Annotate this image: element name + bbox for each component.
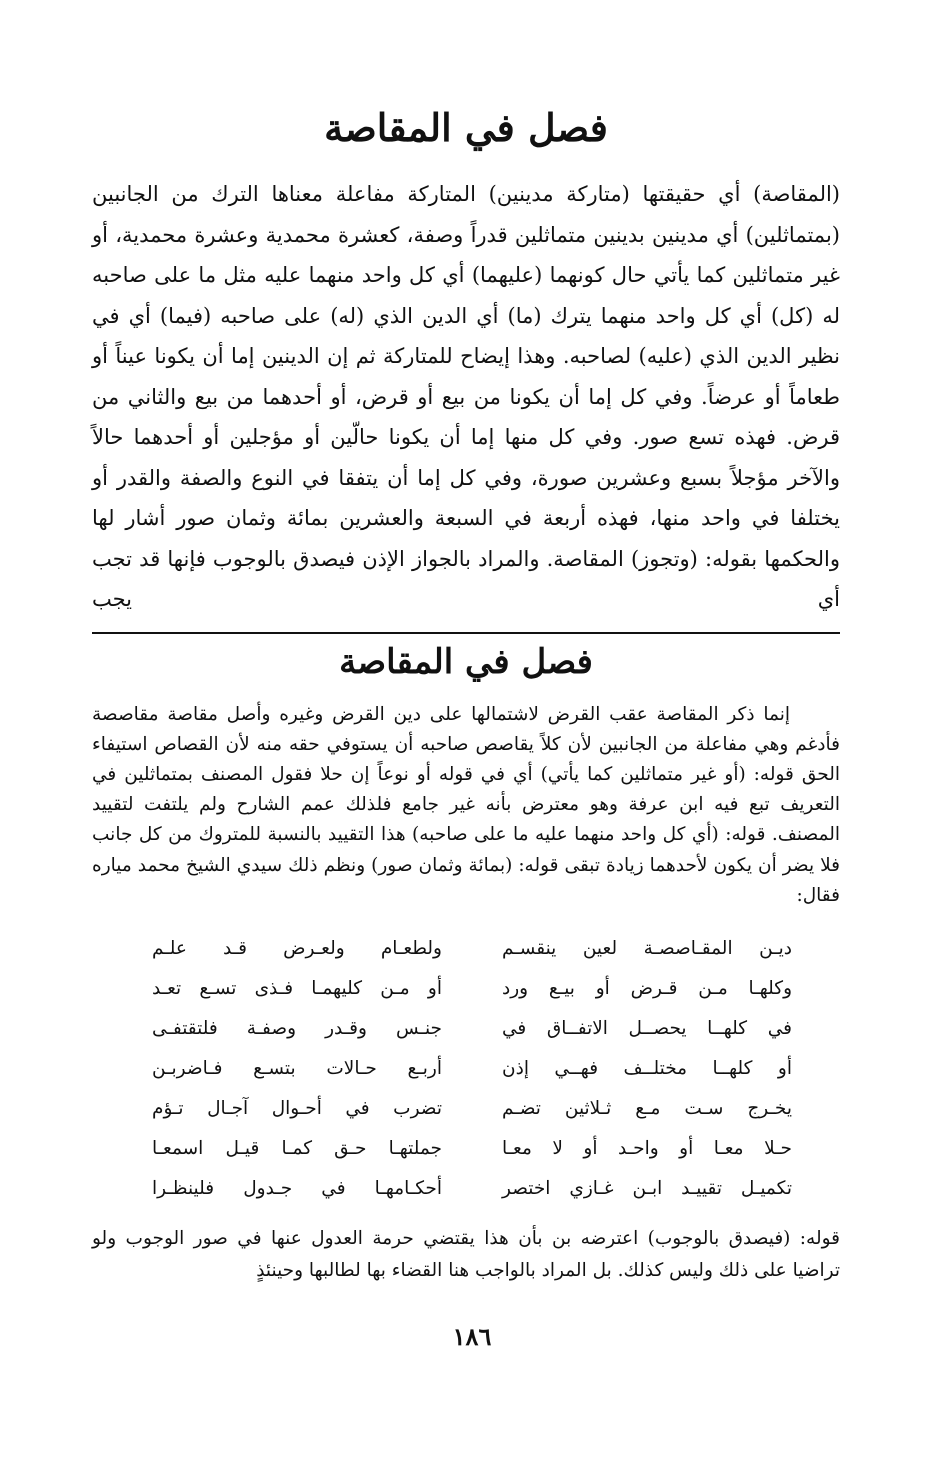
separator-rule (92, 632, 840, 634)
verse-first-hemistich: حـلا معـا أو واحـد أو لا معـا (502, 1137, 792, 1159)
main-section-title: فصل في المقاصة (324, 105, 608, 150)
verse-second-hemistich: أربـع حـالات بتسـع فـاضربـن (152, 1057, 442, 1079)
poem-verse (92, 1129, 840, 1169)
commentary-block (92, 700, 840, 1287)
verse-second-hemistich: جملتهـا حـق كمـا قيـل اسمعـا (152, 1137, 442, 1159)
verse-second-hemistich: جنـس وقـدر وصفـة فلتقتفـى (152, 1017, 442, 1039)
verse-second-hemistich: أحكـامهـا في جـدول فلينظـرا (152, 1177, 442, 1199)
main-paragraph: (المقاصة) أي حقيقتها (متاركة مدينين) المتاركة مفاعلة معناها الترك من الجانبين (بمتماثلين) أي مدينين بدينين متماثلين قدراً وصفة، كعشرة محمدية وعشرة محمدية، أو غير متماثلين كما يأتي حال كونهما (عليهما) أي كل واحد منهما عليه مثل ما على صاحبه له (كل) أي كل واحد منهما يترك (ما) أي الدين الذي (له) على صاحبه (فيما) أي في نظير الدين الذي (عليه) لصاحبه. وهذا إيضاح للمتاركة ثم إن الدينين إما أن يكونا عيناً أو طعاماً أو عرضاً. وفي كل إما أن يكونا من بيع أو قرض، أو أحدهما من بيع والثاني من قرض. فهذه تسع صور. وفي كل منها إما أن يكونا حالّين أو مؤجلين أو أحدهما حالاً والآخر مؤجلاً بسبع وعشرين صورة، وفي كل إما أن يتفقا في النوع والصفة والقدر أو يختلفا في واحد منها، فهذه أربعة في السبعة والعشرين بمائة وثمان صور أشار لها والحكمها بقوله: (وتجوز) المقاصة. والمراد بالجواز الإذن فيصدق بالوجوب فإنها قد تجب أي يجب (92, 182, 841, 611)
commentary-paragraph-1: إنما ذكر المقاصة عقب القرض لاشتمالها على دين القرض وغيره وأصل مقاصة مقاصصة فأدغم وهي مفاعلة من الجانبين لأن كلاً يقاصص صاحبه أن يستوفي حقه منه لأن القصاص استيفاء الحق قوله: (أو غير متماثلين كما يأتي) أي في قوله أو نوعاً إن حلا فقول المصنف بمتماثلين في التعريف تبع فيه ابن عرفة وهو معترض بأنه غير جامع فلذلك عمم الشارح ولم يلتفت لتقييد المصنف. قوله: (أي كل واحد منهما عليه ما على صاحبه) هذا التقييد بالنسبة للمتروك من كل جانب فلا يضر أن يكون لأحدهما زيادة تبقى قوله: (بمائة وثمان صور) ونظم ذلك سيدي الشيخ محمد مياره فقال: (92, 703, 840, 906)
poem-verse (92, 1009, 840, 1049)
verse-first-hemistich: تكميـل تقييـد ابـن غـازي اختصر (502, 1177, 792, 1199)
poem-verse (92, 1089, 840, 1129)
verse-second-hemistich: أو مـن كليهمـا فـذى تسـع تعـد (152, 977, 442, 999)
verse-second-hemistich: ولطعـام ولعـرض قـد علـم (152, 937, 442, 959)
poem-verse (92, 969, 840, 1009)
page-number: ١٨٦ (452, 1322, 492, 1351)
poem-verse (92, 1169, 840, 1209)
poem (92, 929, 840, 1209)
poem-verse (92, 929, 840, 969)
verse-first-hemistich: يخـرج سـت مـع ثـلاثين تضـم (502, 1097, 792, 1119)
verse-first-hemistich: في كلهــا يحصــل الاتفــاق في (502, 1017, 792, 1039)
commentary-section-title: فصل في المقاصة (339, 641, 593, 682)
book-page (92, 100, 840, 1287)
poem-verse (92, 1049, 840, 1089)
commentary-paragraph-2: قوله: (فيصدق بالوجوب) اعترضه بن بأن هذا يقتضي حرمة العدول عنها في صور الوجوب ولو تراضيا على ذلك وليس كذلك. بل المراد بالواجب هنا القضاء بها لطالبها وحينئذٍ (92, 1227, 840, 1281)
verse-first-hemistich: أو كلهــا مختلــف فهــي إذن (502, 1057, 792, 1079)
verse-first-hemistich: ديـن المقـاصصـة لعين ينقسـم (502, 937, 792, 959)
verse-first-hemistich: وكلهـا مـن قـرض أو بيـع ورد (502, 977, 792, 999)
commentary-closing (92, 1223, 840, 1287)
main-text-block (92, 174, 840, 620)
verse-second-hemistich: تضرب في أحـوال آجـال تـؤم (152, 1097, 442, 1119)
